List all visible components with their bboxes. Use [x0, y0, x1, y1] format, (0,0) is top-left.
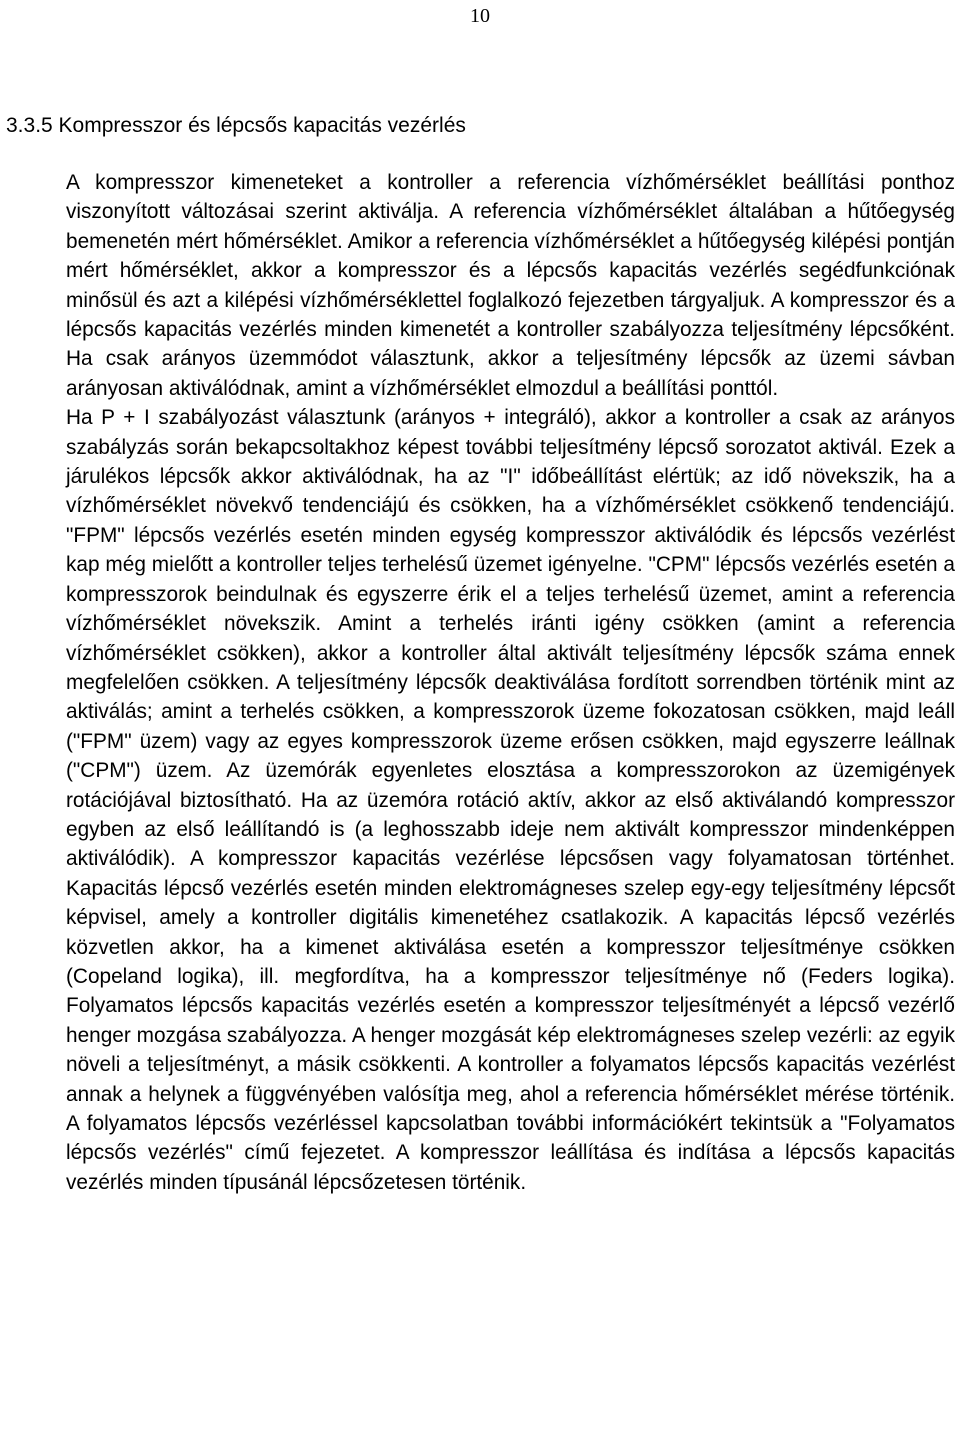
- body-text: [66, 168, 955, 1197]
- page-number: 10: [470, 5, 490, 27]
- section-heading: 3.3.5 Kompresszor és lépcsős kapacitás vezérlés: [6, 114, 466, 137]
- paragraph-intro: A kompresszor kimeneteket a kontroller a referencia vízhőmérséklet beállítási ponthoz viszonyított változásai szerint aktiválja. A referencia vízhőmérséklet általában a hűtőegység bemenetén mért hőmérséklet. Amikor a referencia vízhőmérséklet a hűtőegység kilépési pontján mért hőmérséklet, akkor a kompresszor és a lépcsős kapacitás vezérlés segédfunkciónak minősül és azt a kilépési vízhőmérséklettel foglalkozó fejezetben tárgyaljuk. A kompresszor és a lépcsős kapacitás vezérlés minden kimenetét a kontroller szabályozza teljesítmény lépcsőként. Ha csak arányos üzemmódot választunk, akkor a teljesítmény lépcsők az üzemi sávban arányosan aktiválódnak, amint a vízhőmérséklet elmozdul a beállítási ponttól.: [66, 171, 955, 400]
- paragraph-pi-control: Ha P + I szabályozást választunk (arányos + integráló), akkor a kontroller a csak az arányos szabályzás során bekapcsoltakhoz képest további teljesítmény lépcső sorozatot aktivál. Ezek a járulékos lépcsők akkor aktiválódnak, ha az "I" időbeállítást elértük; az idő növekszik, ha a vízhőmérséklet növekvő tendenciájú és csökken, ha a vízhőmérséklet csökkenő tendenciájú. "FPM" lépcsős vezérlés esetén minden egység kompresszor aktiválódik és lépcsős vezérlést kap még mielőtt a kontroller teljes terhelésű üzemet igényelne. "CPM" lépcsős vezérlés esetén a kompresszorok beindulnak és egyszerre érik el a teljes terhelésű üzemet, amint a referencia vízhőmérséklet növekszik. Amint a terhelés iránti igény csökken (amint a referencia vízhőmérséklet csökken), akkor a kontroller által aktivált teljesítmény lépcsők száma ennek megfelelően csökken. A teljesítmény lépcsők deaktiválása fordított sorrendben történik mint az aktiválás; amint a terhelés csökken, a kompresszorok üzeme fokozatosan csökken, majd leáll ("FPM" üzem) vagy az egyes kompresszorok üzeme erősen csökken, majd egyszerre leállnak ("CPM") üzem. Az üzemórák egyenletes elosztása a kompresszorokon az üzemigények rotációjával biztosítható. Ha az üzemóra rotáció aktív, akkor az első aktiválandó kompresszor egyben az első leállítandó is (a leghosszabb ideje nem aktivált kompresszor mindenképpen aktiválódik). A kompresszor kapacitás vezérlése lépcsősen vagy folyamatosan történhet. Kapacitás lépcső vezérlés esetén minden elektromágneses szelep egy-egy teljesítmény lépcsőt képvisel, amely a kontroller digitális kimenetéhez csatlakozik. A kapacitás lépcső vezérlés közvetlen akkor, ha a kimenet aktiválása esetén a kompresszor teljesítménye csökken (Copeland logika), ill. megfordítva, ha a kompresszor teljesítménye nő (Feders logika). Folyamatos lépcsős kapacitás vezérlés esetén a kompresszor teljesítményét a lépcső vezérlő henger mozgása szabályozza. A henger mozgását kép elektromágneses szelep vezérli: az egyik növeli a teljesítményt, a másik csökkenti. A kontroller a folyamatos lépcsős kapacitás vezérlést annak a helynek a függvényében valósítja meg, ahol a referencia hőmérséklet mérése történik. A folyamatos lépcsős vezérléssel kapcsolatban további információkért tekintsük a "Folyamatos lépcsős vezérlés" című fejezetet. A kompresszor leállítása és indítása a lépcsős kapacitás vezérlés minden típusánál lépcsőzetesen történik.: [66, 406, 955, 1194]
